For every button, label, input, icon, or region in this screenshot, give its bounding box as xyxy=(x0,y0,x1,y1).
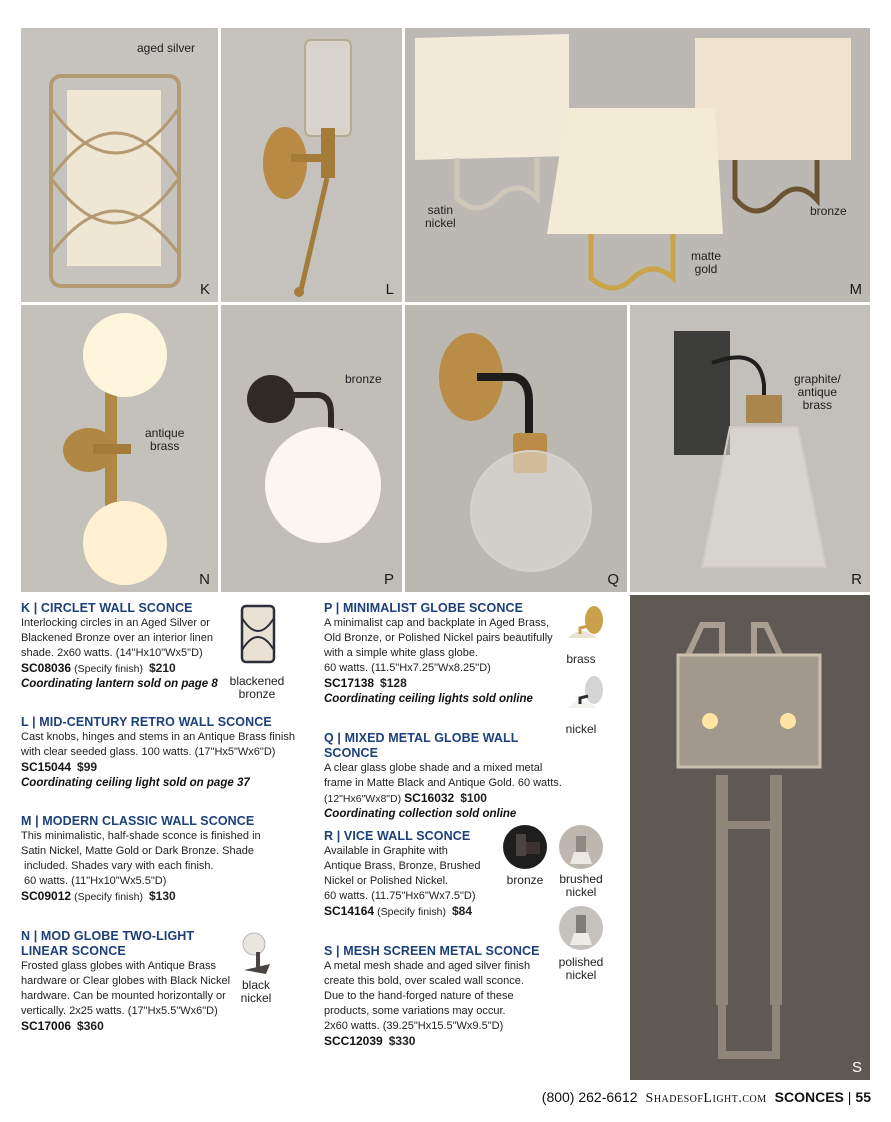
product-k xyxy=(21,601,231,692)
product-s-desc-3: Due to the hand-forged nature of these xyxy=(324,990,514,1002)
product-n-desc-2: hardware or Clear globes with Black Nickel xyxy=(21,975,231,987)
finish-label-r: graphite/ antique brass xyxy=(794,372,841,412)
product-m-title xyxy=(21,814,301,829)
product-m-desc-1: This minimalistic, half-shade sconce is finished in xyxy=(21,830,261,842)
product-l-name: MID-CENTURY RETRO WALL SCONCE xyxy=(39,715,272,729)
swatch-p-nickel-label: nickel xyxy=(565,722,597,736)
product-s xyxy=(324,944,554,1050)
product-k-desc-2: Blackened Bronze over an interior linen xyxy=(21,632,214,644)
product-q-sku: SC16032 xyxy=(404,791,455,805)
photo-letter-k: K xyxy=(199,281,210,298)
product-n-desc-1: Frosted glass globes with Antique Brass xyxy=(21,960,217,972)
product-l-sku: SC15044 xyxy=(21,760,72,774)
product-s-name: MESH SCREEN METAL SCONCE xyxy=(343,944,540,958)
photo-letter-p: P xyxy=(383,571,394,588)
photo-p xyxy=(221,305,402,592)
product-r-name: VICE WALL SCONCE xyxy=(343,829,471,843)
product-q xyxy=(324,731,564,822)
product-s-desc-2: create this bold, over scaled wall sconce. xyxy=(324,975,524,987)
product-p-title xyxy=(324,601,564,616)
finish-label-p: bronze xyxy=(345,372,382,386)
product-n xyxy=(21,929,251,1035)
product-k-desc-3: shade. 2x60 watts. (14"Hx10"Wx5"D) xyxy=(21,647,203,659)
product-k-code: K | xyxy=(21,601,38,615)
product-l xyxy=(21,715,311,791)
mixed-metal-globe-sconce-image xyxy=(405,305,627,592)
product-n-desc-4: vertically. 2x25 watts. (17"Hx5.5"Wx6"D) xyxy=(21,1005,218,1017)
minimalist-globe-sconce-image xyxy=(221,305,402,592)
photo-letter-r: R xyxy=(851,571,862,588)
photo-n xyxy=(21,305,218,592)
product-s-title xyxy=(324,944,554,959)
product-n-title-1 xyxy=(21,929,251,944)
product-l-code: L | xyxy=(21,715,36,729)
footer-section: SCONCES xyxy=(774,1089,844,1105)
product-p-desc-4: 60 watts. (11.5"Hx7.25"Wx8.25"D) xyxy=(324,662,491,674)
mod-globe-sconce-image xyxy=(21,305,218,592)
swatch-k-blackened-bronze xyxy=(236,602,280,668)
swatch-r-brushed-label: brushed nickel xyxy=(559,872,603,899)
product-s-code: S | xyxy=(324,944,340,958)
product-p xyxy=(324,601,564,707)
swatch-n-black-nickel xyxy=(236,930,276,976)
product-n-sku: SC17006 xyxy=(21,1019,72,1033)
product-q-name: MIXED METAL GLOBE WALL SCONCE xyxy=(324,731,519,760)
product-l-note: Coordinating ceiling light sold on page 37 xyxy=(21,777,250,789)
product-p-desc-2: Old Bronze, or Polished Nickel pairs beautifully xyxy=(324,632,553,644)
product-p-sku: SC17138 xyxy=(324,676,375,690)
product-q-desc-2: frame in Matte Black and Antique Gold. 60 watts. xyxy=(324,777,562,789)
product-m-desc-2: Satin Nickel, Matte Gold or Dark Bronze. Shade xyxy=(21,845,254,857)
product-p-code: P | xyxy=(324,601,340,615)
finish-label-k: aged silver xyxy=(137,41,196,55)
photo-letter-m: M xyxy=(849,281,862,298)
swatch-r-bronze xyxy=(502,824,548,870)
photo-r xyxy=(630,305,870,592)
product-n-name-2: LINEAR SCONCE xyxy=(21,944,126,958)
product-q-note: Coordinating collection sold online xyxy=(324,808,517,820)
product-s-desc-4: products, some variations may occur. xyxy=(324,1005,506,1017)
swatch-r-polished-nickel xyxy=(558,905,604,951)
finish-label-matte-gold: matte gold xyxy=(691,249,722,276)
swatch-n-label: black nickel xyxy=(240,978,272,1005)
product-n-code: N | xyxy=(21,929,38,943)
product-l-desc-2: with clear seeded glass. 100 watts. (17"Hx5"Wx6"D) xyxy=(21,746,276,758)
product-k-price: $210 xyxy=(148,661,176,675)
product-m-spec: (Specify finish) xyxy=(74,891,143,903)
product-n-name-1: MOD GLOBE TWO-LIGHT xyxy=(40,929,195,943)
product-s-price: $330 xyxy=(388,1034,416,1048)
product-k-spec: (Specify finish) xyxy=(74,663,143,675)
photo-letter-q: Q xyxy=(607,571,619,588)
product-n-desc-3: hardware. Can be mounted horizontally or xyxy=(21,990,226,1002)
product-q-title xyxy=(324,731,564,761)
product-s-desc-1: A metal mesh shade and aged silver finish xyxy=(324,960,531,972)
swatch-p-brass-label: brass xyxy=(566,652,596,666)
product-k-title xyxy=(21,601,231,616)
product-m-code: M | xyxy=(21,814,39,828)
product-k-name: CIRCLET WALL SCONCE xyxy=(40,601,193,615)
product-r-price: $84 xyxy=(451,904,472,918)
photo-letter-l: L xyxy=(385,281,394,298)
product-r-desc-1: Available in Graphite with xyxy=(324,845,448,857)
footer-phone: (800) 262-6612 xyxy=(541,1089,638,1105)
product-r-sku: SC14164 xyxy=(324,904,375,918)
circlet-sconce-image xyxy=(21,28,218,302)
swatch-p-nickel xyxy=(560,674,606,714)
product-k-sku: SC08036 xyxy=(21,661,72,675)
product-r-spec: (Specify finish) xyxy=(377,906,446,918)
product-r-desc-2: Antique Brass, Bronze, Brushed xyxy=(324,860,481,872)
finish-label-bronze: bronze xyxy=(810,204,847,218)
finish-label-satin-nickel: satin nickel xyxy=(425,203,456,230)
retro-sconce-image xyxy=(221,28,402,302)
footer-separator: | xyxy=(847,1089,852,1105)
photo-letter-n: N xyxy=(199,571,210,588)
product-p-desc-3: with a simple white glass globe. xyxy=(324,647,479,659)
product-l-title xyxy=(21,715,311,730)
vice-sconce-image xyxy=(630,305,870,592)
product-q-desc-1: A clear glass globe shade and a mixed metal xyxy=(324,762,543,774)
product-k-note: Coordinating lantern sold on page 8 xyxy=(21,678,218,690)
product-r xyxy=(324,829,504,920)
product-k-desc-1: Interlocking circles in an Aged Silver or xyxy=(21,617,210,629)
product-m-price: $130 xyxy=(148,889,176,903)
product-q-price: $100 xyxy=(460,791,487,805)
footer-page-number: 55 xyxy=(855,1089,871,1105)
page-footer xyxy=(542,1089,871,1107)
classic-sconce-image xyxy=(405,28,870,302)
product-r-desc-4: 60 watts. (11.75"Hx6"Wx7.5"D) xyxy=(324,890,476,902)
product-n-price: $360 xyxy=(77,1019,104,1033)
photo-m xyxy=(405,28,870,302)
swatch-k-label: blackened bronze xyxy=(229,674,285,701)
finish-label-n: antique brass xyxy=(145,426,185,453)
photo-q xyxy=(405,305,627,592)
product-s-desc-5: 2x60 watts. (39.25"Hx15.5"Wx9.5"D) xyxy=(324,1020,504,1032)
product-r-code: R | xyxy=(324,829,341,843)
product-l-price: $99 xyxy=(77,760,98,774)
footer-site: ShadesofLight.com xyxy=(645,1091,767,1106)
product-s-sku: SCC12039 xyxy=(324,1034,383,1048)
product-m xyxy=(21,814,301,905)
swatch-p-brass xyxy=(560,604,606,644)
product-r-title xyxy=(324,829,504,844)
swatch-r-bronze-label: bronze xyxy=(506,873,544,887)
product-p-price: $128 xyxy=(380,676,407,690)
product-m-name: MODERN CLASSIC WALL SCONCE xyxy=(42,814,255,828)
product-l-desc-1: Cast knobs, hinges and stems in an Antique Brass finish xyxy=(21,731,295,743)
photo-l xyxy=(221,28,402,302)
photo-k xyxy=(21,28,218,302)
product-m-desc-3: included. Shades vary with each finish. xyxy=(21,860,214,872)
product-p-desc-1: A minimalist cap and backplate in Aged Brass, xyxy=(324,617,550,629)
product-p-note: Coordinating ceiling lights sold online xyxy=(324,693,533,705)
swatch-r-polished-label: polished nickel xyxy=(558,955,604,982)
product-q-code: Q | xyxy=(324,731,341,745)
product-r-desc-3: Nickel or Polished Nickel. xyxy=(324,875,449,887)
photo-letter-s: S xyxy=(851,1059,862,1076)
product-m-desc-4: 60 watts. (11"Hx10"Wx5.5"D) xyxy=(21,875,167,887)
product-m-sku: SC09012 xyxy=(21,889,72,903)
product-p-name: MINIMALIST GLOBE SCONCE xyxy=(342,601,524,615)
photo-s xyxy=(630,595,870,1080)
product-q-dims: (12"Hx6"Wx8"D) xyxy=(324,793,402,805)
mesh-screen-sconce-image xyxy=(630,595,870,1080)
swatch-r-brushed-nickel xyxy=(558,824,604,870)
